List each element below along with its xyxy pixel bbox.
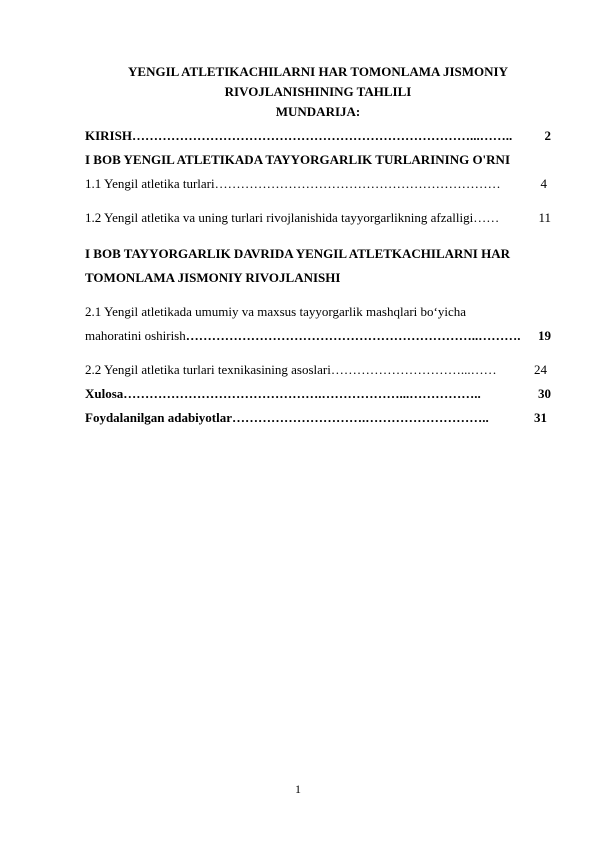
- toc-entry-label: Foydalanilgan adabiyotlar: [85, 410, 232, 425]
- toc-chapter-1[interactable]: I BOB YENGIL ATLETIKADA TAYYORGARLIK TURLARINING O'RNI: [85, 152, 511, 167]
- toc-entry-label: 1.1 Yengil atletika turlari: [85, 176, 215, 191]
- toc-chapter-2-line2[interactable]: TOMONLAMA JISMONIY RIVOJLANISHI: [85, 270, 341, 285]
- document-title-line1: YENGIL ATLETIKACHILARNI HAR TOMONLAMA JISMONIY: [128, 64, 508, 79]
- toc-entry-kirish[interactable]: [85, 128, 551, 144]
- toc-entry-2-1[interactable]: [85, 328, 551, 344]
- toc-page-number: 19: [538, 328, 551, 343]
- toc-page-number: 4: [540, 176, 547, 191]
- toc-page-number: 30: [538, 386, 551, 401]
- toc-leader-dots: ……………………………………….………………...……………..: [123, 386, 481, 401]
- toc-entry-xulosa[interactable]: [85, 386, 551, 402]
- toc-page-number: 2: [544, 128, 551, 143]
- toc-entry-adabiyotlar[interactable]: [85, 410, 547, 426]
- toc-leader-dots: …………………………………………………………..……….: [185, 328, 521, 343]
- toc-entry-1-1[interactable]: [85, 176, 547, 192]
- document-title-line2: RIVOJLANISHINING TAHLILI: [224, 84, 412, 99]
- toc-leader-dots: …………………………………………………………: [214, 176, 501, 191]
- toc-leader-dots: …………………………...……: [330, 362, 497, 377]
- toc-page-number: 11: [538, 210, 551, 225]
- toc-entry-label: 2.2 Yengil atletika turlari texnikasining asoslari: [85, 362, 331, 377]
- toc-page-number: 24: [534, 362, 547, 377]
- toc-heading: MUNDARIJA:: [275, 104, 361, 119]
- toc-entry-label: mahoratini oshirish: [85, 328, 186, 343]
- toc-leader-dots: ………………………….………………………..: [232, 410, 489, 425]
- toc-entry-label: KIRISH: [85, 128, 132, 143]
- toc-leader-dots: ……………………………………………………………………...……..: [131, 128, 513, 143]
- page-number: 1: [295, 782, 301, 796]
- toc-leader-dots: ……: [473, 210, 500, 225]
- toc-entry-label: Xulosa: [85, 386, 124, 401]
- toc-entry-2-2[interactable]: [85, 362, 547, 378]
- toc-entry-label: 1.2 Yengil atletika va uning turlari rivojlanishida tayyorgarlikning afzalligi: [85, 210, 474, 225]
- toc-entry-2-1-line1[interactable]: 2.1 Yengil atletikada umumiy va maxsus tayyorgarlik mashqlari bo‘yicha: [85, 304, 467, 319]
- toc-page-number: 31: [534, 410, 547, 425]
- toc-entry-1-2[interactable]: [85, 210, 551, 226]
- toc-chapter-2-line1[interactable]: I BOB TAYYORGARLIK DAVRIDA YENGIL ATLETKACHILARNI HAR: [85, 246, 511, 261]
